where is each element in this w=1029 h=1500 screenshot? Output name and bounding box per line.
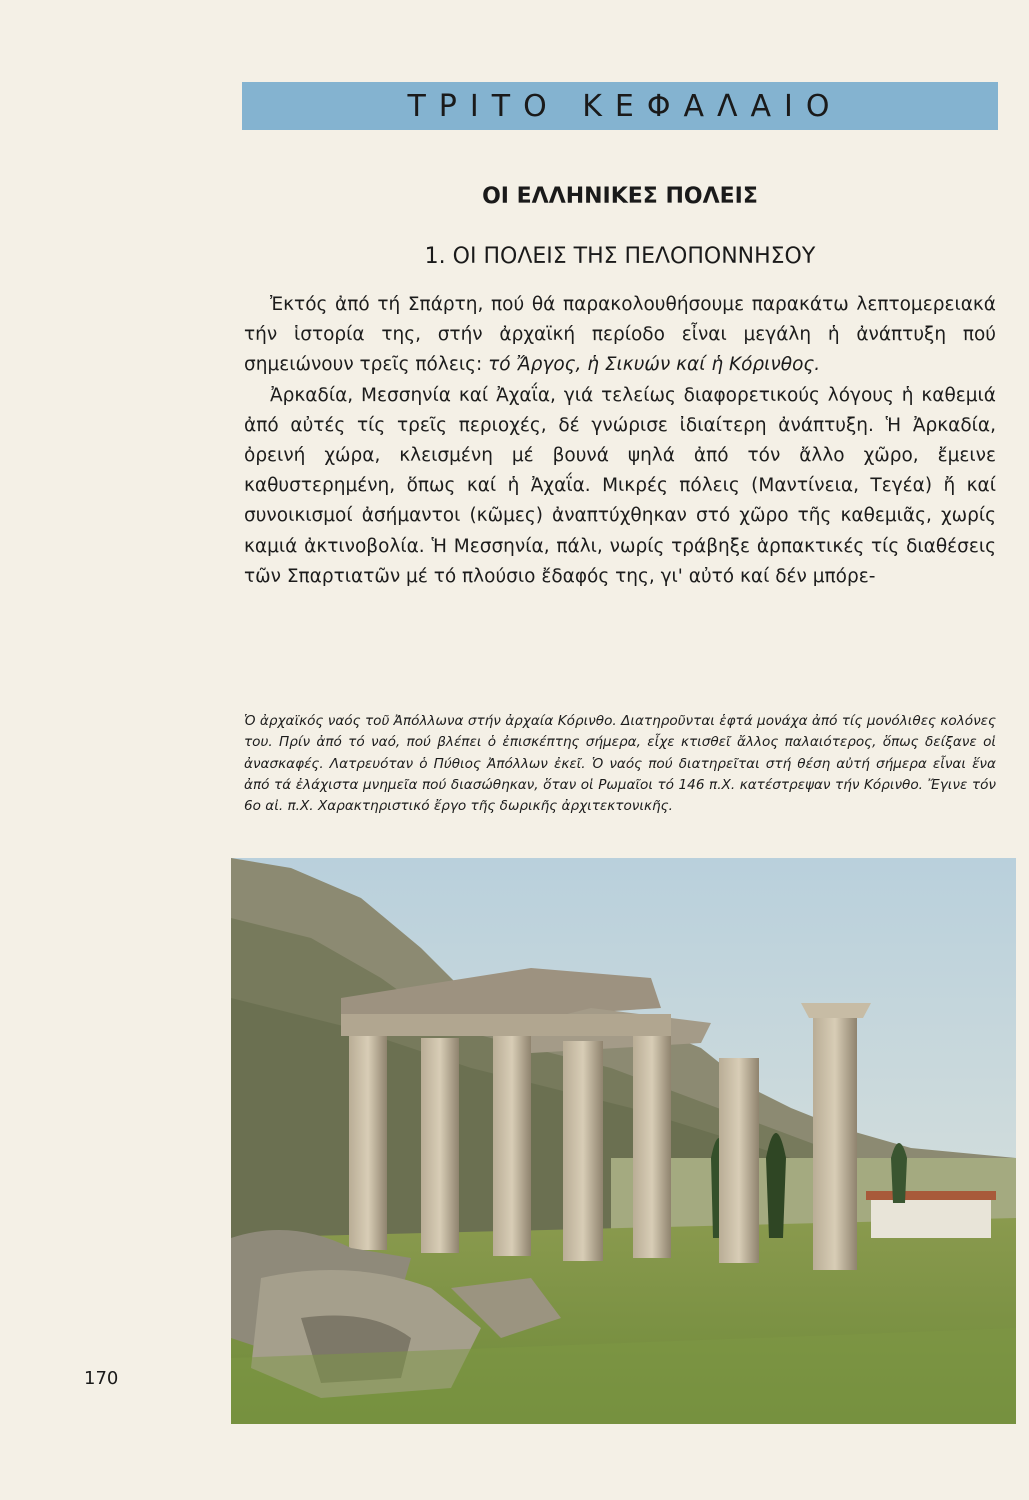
temple-of-apollo-photo	[231, 858, 1016, 1424]
subsection-title: 1. ΟΙ ΠΟΛΕΙΣ ΤΗΣ ΠΕΛΟΠΟΝΝΗΣΟΥ	[424, 244, 816, 269]
paragraph-2: Ἀρκαδία, Μεσσηνία καί Ἀχαΐα, γιά τελείως διαφορετικούς λόγους ἡ καθεμιά ἀπό αὐτές τίς τρεῖς περιοχές, δέ γνώρισε ἰδιαίτερη ἀνάπτυξη. Ἡ Ἀρκαδία, ὀρεινή χώρα, κλεισμένη μέ βουνά ψηλά ἀπό τόν ἄλλο χῶρο, ἔμεινε καθυστερημένη, ὅπως καί ἡ Ἀχαΐα. Μικρές πόλεις (Μαντίνεια, Τεγέα) ἤ καί συνοικισμοί ἀσήμαντοι (κῶμες) ἀναπτύχθηκαν στό χῶρο τῆς καθεμιᾶς, χωρίς καμιά ἀκτινοβολία. Ἡ Μεσσηνία, πάλι, νωρίς τράβηξε ἁρπακτικές τίς διαθέσεις τῶν Σπαρτιατῶν μέ τό πλούσιο ἔδαφός της, γι' αὐτό καί δέν μπόρε-	[244, 384, 996, 587]
page-number: 170	[84, 1368, 119, 1389]
paragraph-1-cities: τό Ἄργος, ἡ Σικυών καί ἡ Κόρινθος.	[488, 354, 821, 376]
chapter-heading-band	[242, 82, 998, 130]
body-text	[244, 290, 996, 592]
paragraph-1-text: Ἐκτός ἀπό τή Σπάρτη, πού θά παρακολουθήσουμε παρακάτω λεπτομερειακά τήν ἱστορία της, στήν ἀρχαϊκή περίοδο εἶναι μεγάλη ἡ ἀνάπτυξη πού σημειώνουν τρεῖς πόλεις:	[244, 294, 996, 376]
chapter-title: ΤΡΙΤΟ ΚΕΦΑΛΑΙΟ	[407, 88, 843, 124]
section-title: ΟΙ ΕΛΛΗΝΙΚΕΣ ΠΟΛΕΙΣ	[482, 184, 758, 209]
photo-caption: Ὁ ἀρχαϊκός ναός τοῦ Ἀπόλλωνα στήν ἀρχαία Κόρινθο. Διατηροῦνται ἑφτά μονάχα ἀπό τίς μονόλιθες κολόνες του. Πρίν ἀπό τό ναό, πού βλέπει ὁ ἐπισκέπτης σήμερα, εἶχε κτισθεῖ ἄλλος παλαιότερος, ὅπως δείξανε οἱ ἀνασκαφές. Λατρευόταν ὁ Πύθιος Ἀπόλλων ἐκεῖ. Ὁ ναός πού διατηρεῖται στή θέση αὐτή σήμερα εἶναι ἕνα ἀπό τά ἐλάχιστα μνημεῖα πού διασώθηκαν, ὅταν οἱ Ρωμαῖοι τό 146 π.Χ. κατέστρεψαν τήν Κόρινθο. Ἔγινε τόν 6ο αἰ. π.Χ. Χαρακτηριστικό ἔργο τῆς δωρικῆς ἀρχιτεκτονικῆς.	[244, 713, 996, 815]
paragraph-1	[244, 290, 996, 381]
